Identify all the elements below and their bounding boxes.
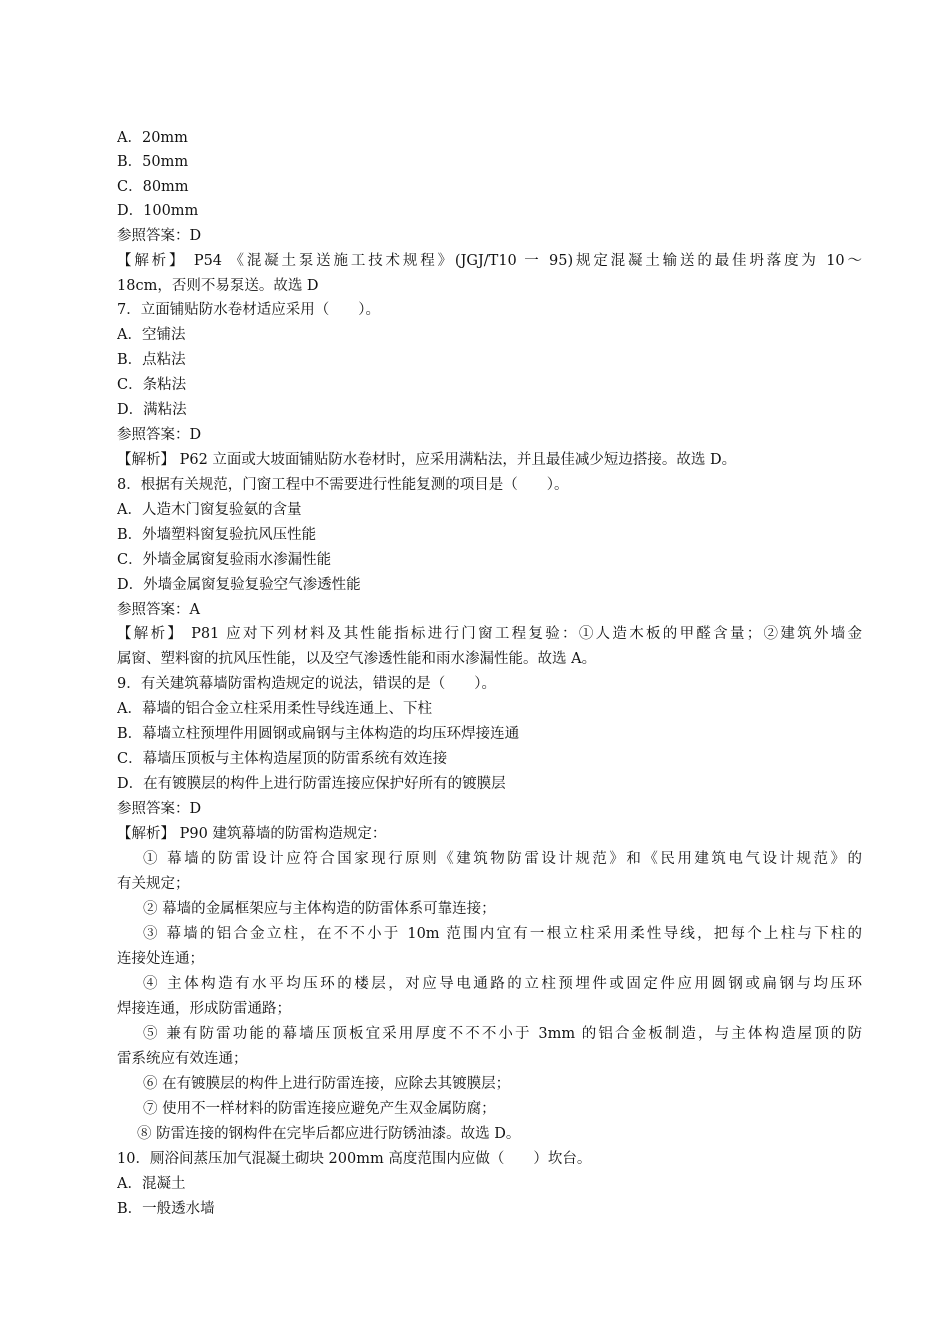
q9-option-d: D．在有镀膜层的构件上进行防雷连接应保护好所有的镀膜层 xyxy=(117,776,506,792)
q10-option-b: B．一般透水墙 xyxy=(117,1201,215,1217)
q6-option-b: B．50mm xyxy=(117,154,189,170)
q10-option-a: A．混凝土 xyxy=(117,1176,186,1192)
q8-analysis-line2: 属窗、塑料窗的抗风压性能，以及空气渗透性能和雨水渗漏性能。故选 A。 xyxy=(117,651,597,667)
q8-option-b: B．外墙塑料窗复验抗风压性能 xyxy=(117,527,317,543)
q7-answer: 参照答案：D xyxy=(117,427,202,443)
q9-rule-5-line1: ⑤ 兼有防雷功能的幕墙压顶板宜采用厚度不不不小于 3mm 的铝合金板制造，与主体构造屋顶的防 xyxy=(143,1026,862,1042)
q8-option-a: A．人造木门窗复验氨的含量 xyxy=(117,502,302,518)
q9-rule-6: ⑥ 在有镀膜层的构件上进行防雷连接，应除去其镀膜层； xyxy=(143,1076,511,1092)
q8-answer: 参照答案：A xyxy=(117,602,200,618)
q9-analysis-heading: 【解析】 P90 建筑幕墙的防雷构造规定： xyxy=(117,826,387,842)
q6-option-d: D．100mm xyxy=(117,203,199,219)
q9-rule-5-line2: 雷系统应有效连通； xyxy=(117,1051,248,1067)
q6-option-c: C．80mm xyxy=(117,179,189,195)
q9-rule-4-line2: 焊接连通，形成防雷通路； xyxy=(117,1001,291,1017)
q6-analysis-line2: 18cm，否则不易泵送。故选 D xyxy=(117,278,319,294)
q8-option-d: D．外墙金属窗复验复验空气渗透性能 xyxy=(117,577,361,593)
q6-answer: 参照答案：D xyxy=(117,228,202,244)
q9-rule-3-line2: 连接处连通； xyxy=(117,951,204,967)
q8-question: 8．根据有关规范，门窗工程中不需要进行性能复测的项目是（ ）。 xyxy=(117,477,569,493)
q8-analysis-line1: 【解析】 P81 应对下列材料及其性能指标进行门窗工程复验：①人造木板的甲醛含量；②建筑外墙金 xyxy=(117,626,862,642)
q9-rule-1-line2: 有关规定； xyxy=(117,876,190,892)
q9-answer: 参照答案：D xyxy=(117,801,202,817)
q9-rule-8: ⑧ 防雷连接的钢构件在完毕后都应进行防锈油漆。故选 D。 xyxy=(137,1126,521,1142)
q7-option-a: A．空铺法 xyxy=(117,327,186,343)
q9-rule-4-line1: ④ 主体构造有水平均压环的楼层，对应导电通路的立柱预埋件或固定件应用圆钢或扁钢与均压环 xyxy=(143,976,862,992)
q7-option-d: D．满粘法 xyxy=(117,402,187,418)
q6-option-a: A．20mm xyxy=(117,130,188,146)
q7-option-b: B．点粘法 xyxy=(117,352,186,368)
q6-analysis-line1: 【解析】 P54 《混凝土泵送施工技术规程》(JGJ/T10 一 95)规定混凝土输送的最佳坍落度为 10～ xyxy=(117,253,862,269)
q10-question: 10．厕浴间蒸压加气混凝土砌块 200mm 高度范围内应做（ ）坎台。 xyxy=(117,1151,592,1167)
q9-option-c: C．幕墙压顶板与主体构造屋顶的防雷系统有效连接 xyxy=(117,751,448,767)
q9-rule-1-line1: ① 幕墙的防雷设计应符合国家现行原则《建筑物防雷设计规范》和《民用建筑电气设计规范》的 xyxy=(143,851,862,867)
q9-question: 9．有关建筑幕墙防雷构造规定的说法，错误的是（ ）。 xyxy=(117,676,496,692)
q9-rule-3-line1: ③ 幕墙的铝合金立柱，在不不小于 10m 范围内宜有一根立柱采用柔性导线，把每个上柱与下柱的 xyxy=(143,926,862,942)
q7-option-c: C．条粘法 xyxy=(117,377,187,393)
q9-rule-7: ⑦ 使用不一样材料的防雷连接应避免产生双金属防腐； xyxy=(143,1101,496,1117)
q9-option-a: A．幕墙的铝合金立柱采用柔性导线连通上、下柱 xyxy=(117,701,432,717)
q9-option-b: B．幕墙立柱预埋件用圆钢或扁钢与主体构造的均压环焊接连通 xyxy=(117,726,520,742)
q7-analysis: 【解析】 P62 立面或大坡面铺贴防水卷材时，应采用满粘法，并且最佳减少短边搭接。故选 D。 xyxy=(117,452,737,468)
q7-question: 7．立面铺贴防水卷材适应采用（ ）。 xyxy=(117,302,380,318)
q8-option-c: C．外墙金属窗复验雨水渗漏性能 xyxy=(117,552,332,568)
q9-rule-2: ② 幕墙的金属框架应与主体构造的防雷体系可靠连接； xyxy=(143,901,496,917)
